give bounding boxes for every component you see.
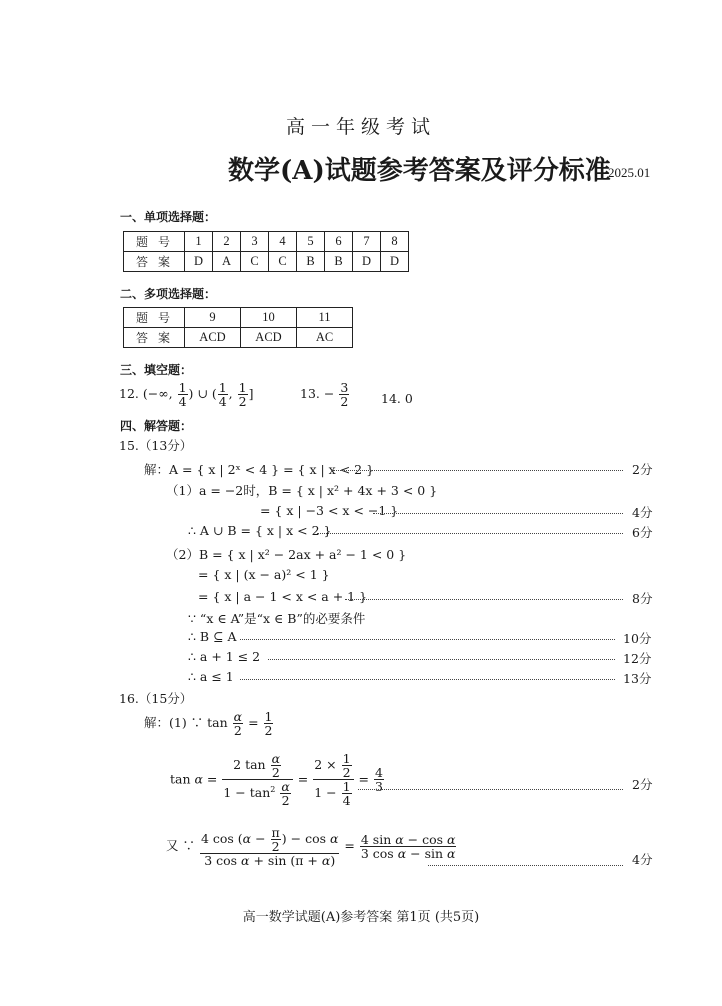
score-point: 2分 [632, 462, 653, 477]
question-16-title: 16.（15分） [119, 691, 193, 706]
q15-line-2: （1）a = −2时，B = { x | x² + 4x + 3 < 0 } [166, 483, 438, 498]
multi-choice-answer-table [123, 307, 353, 348]
table-cell: 9 [185, 308, 241, 328]
score-point: 4分 [632, 852, 653, 867]
question-15-title: 15.（13分） [119, 438, 193, 453]
answer-13: 13. − $\frac{3}{2}$ [300, 380, 349, 410]
exam-subtitle: 高一年级考试 [285, 116, 436, 138]
score-point: 8分 [632, 591, 653, 606]
table-row [124, 308, 353, 328]
table-cell: D [185, 252, 213, 272]
score-point: 6分 [632, 525, 653, 540]
section-heading-solutions: 四、解答题： [120, 419, 193, 433]
row-label: 题号 [124, 308, 185, 328]
row-label: 答案 [124, 252, 185, 272]
q15-line-1: 解：A = { x | 2ˣ < 4 } = { x | x < 2 } [144, 462, 375, 477]
table-row [124, 328, 353, 348]
leader-dots [240, 639, 615, 640]
q15-line-6: = { x | (x − a)² < 1 } [198, 567, 330, 582]
leader-dots [317, 533, 623, 534]
q15-line-5: （2）B = { x | x² − 2ax + a² − 1 < 0 } [166, 547, 407, 562]
q16-line-3: 又 ∵ 4 cos (α − $\frac{\pi}{2}$ ) − cos α 3 cos α + sin (π + α) = $\frac{\text{4 sin α − cos α}}{\text{3 cos α − sin α}}$ [166, 825, 456, 869]
table-cell: AC [297, 328, 353, 348]
exam-date: 2025.01 [608, 165, 651, 180]
table-cell: A [213, 252, 241, 272]
table-cell: 11 [297, 308, 353, 328]
leader-dots [333, 470, 623, 471]
leader-dots [373, 513, 623, 514]
q15-line-3: = { x | −3 < x < −1 } [260, 503, 399, 518]
table-cell: ACD [241, 328, 297, 348]
leader-dots [428, 865, 623, 866]
table-cell: 5 [297, 232, 325, 252]
table-cell: 1 [185, 232, 213, 252]
score-point: 2分 [632, 777, 653, 792]
q15-line-9: ∴ B ⊆ A [188, 629, 237, 644]
table-cell: ACD [185, 328, 241, 348]
leader-dots [358, 789, 623, 790]
table-cell: 7 [353, 232, 381, 252]
page-footer: 高一数学试题(A)参考答案 第1页 (共5页) [242, 910, 480, 925]
table-cell: B [325, 252, 353, 272]
answer-12: 12. (−∞, $\frac{1}{4}$ ) ∪ ( $\frac{1}{4}$ , $\frac{1}{2}$ ] [119, 380, 254, 410]
score-point: 10分 [623, 631, 652, 646]
section-heading-fill-blank: 三、填空题： [120, 363, 193, 377]
q15-line-7: = { x | a − 1 < x < a + 1 } [198, 589, 368, 604]
q15-line-11: ∴ a ≤ 1 [188, 669, 234, 684]
section-heading-multi-choice: 二、多项选择题： [120, 287, 217, 301]
table-cell: 3 [241, 232, 269, 252]
table-row [124, 252, 409, 272]
q16-line-1: 解：(1) ∵ tan $\frac{\alpha}{2}$ = $\frac{1}{2}$ [144, 709, 273, 739]
answer-14: 14. 0 [381, 391, 413, 406]
leader-dots [345, 599, 623, 600]
leader-dots [240, 679, 615, 680]
score-point: 12分 [623, 651, 652, 666]
leader-dots [268, 659, 615, 660]
page-title: 数学(A)试题参考答案及评分标准 [228, 156, 611, 186]
table-cell: 6 [325, 232, 353, 252]
single-choice-answer-table [123, 231, 409, 272]
table-cell: 2 [213, 232, 241, 252]
table-cell: D [353, 252, 381, 272]
q16-line-2: tan α = 2 tan $\frac{\alpha}{2}$ $1 - \tan^2$ $\frac{\alpha}{2}$ = 2 × $\frac{1}{2}$ 1 − $\frac{1}{4}$ = $\frac{4}{3}$ [170, 751, 383, 809]
table-cell: C [241, 252, 269, 272]
table-cell: 4 [269, 232, 297, 252]
q15-line-8: ∵ “x ∈ A”是“x ∈ B”的必要条件 [188, 611, 366, 626]
score-point: 4分 [632, 505, 653, 520]
row-label: 答案 [124, 328, 185, 348]
q15-line-10: ∴ a + 1 ≤ 2 [188, 649, 261, 664]
table-cell: D [381, 252, 409, 272]
table-cell: 8 [381, 232, 409, 252]
table-row [124, 232, 409, 252]
section-heading-single-choice: 一、单项选择题： [120, 210, 217, 224]
score-point: 13分 [623, 671, 652, 686]
table-cell: B [297, 252, 325, 272]
row-label: 题号 [124, 232, 185, 252]
q15-line-4: ∴ A ∪ B = { x | x < 2 } [188, 523, 332, 538]
table-cell: 10 [241, 308, 297, 328]
table-cell: C [269, 252, 297, 272]
